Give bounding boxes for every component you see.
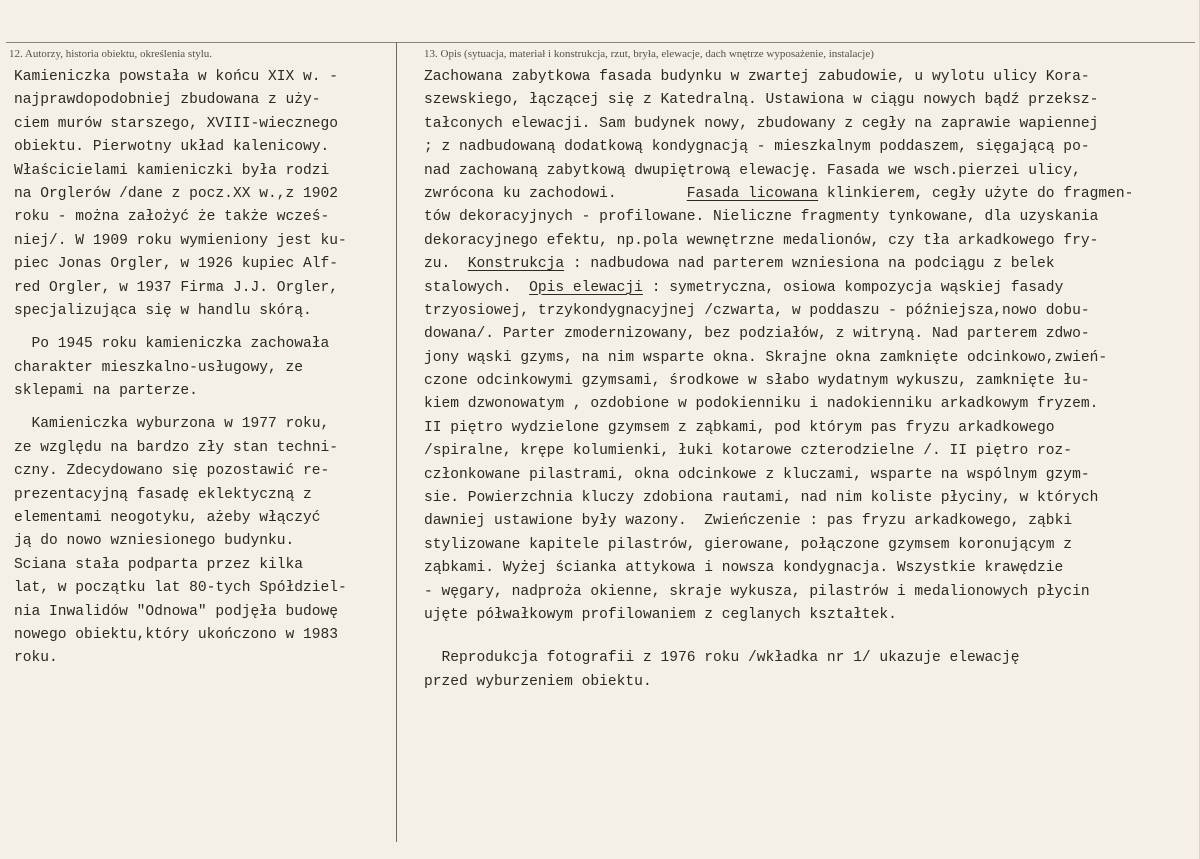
text-line: Sciana stała podparta przez kilka (14, 556, 304, 573)
text-fragment: dawniej ustawione były wazony. (424, 513, 687, 530)
section-12-caption: 12. Autorzy, historia obiektu, określenia stylu. (9, 48, 213, 60)
text-line: niej/. W 1909 roku wymieniony jest ku- (14, 232, 347, 249)
text-line: sklepami na parterze. (14, 383, 198, 400)
text-line: ciem murów starszego, XVIII-wiecznego (14, 115, 339, 132)
text-line: Po 1945 roku kamieniczka zachowała (14, 336, 330, 353)
header-rule (6, 42, 1195, 43)
text-line: nia Inwalidów "Odnowa" podjęła budowę (14, 603, 339, 620)
column-divider (396, 42, 397, 842)
text-line: ząbkami. Wyżej ścianka attykowa i nowsza kondygnacja. Wszystkie krawędzie (424, 560, 1064, 577)
text-line: ujęte półwałkowym profilowaniem z ceglanych kształtek. (424, 606, 897, 623)
text-line (424, 277, 1196, 300)
text-line: /spiralne, krępe kolumienki, łuki kotarowe czterodzielne /. II piętro roz- (424, 443, 1073, 460)
text-fragment: zwrócona ku zachodowi. (424, 185, 617, 202)
text-fragment: : pas fryzu arkadkowego, ząbki (800, 513, 1073, 530)
text-line: ze względu na bardzo zły stan techni- (14, 439, 339, 456)
text-line: czny. Zdecydowano się pozostawić re- (14, 463, 330, 480)
footnote-line: przed wyburzeniem obiektu. (424, 673, 652, 690)
text-line: lat, w początku lat 80-tych Spółdziel- (14, 580, 347, 597)
text-line: na Orglerów /dane z pocz.XX w.,z 1902 (14, 185, 339, 202)
text-line: najprawdopodobniej zbudowana z uży- (14, 92, 321, 109)
text-line: sie. Powierzchnia kluczy zdobiona rautami, nad nim koliste płyciny, w których (424, 490, 1099, 507)
text-line (424, 510, 1196, 533)
text-line: jony wąski gzyms, na nim wsparte okna. Skrajne okna zamknięte odcinkowo,zwień- (424, 349, 1108, 366)
text-line: II piętro wydzielone gzymsem z ząbkami, pod którym pas fryzu arkadkowego (424, 419, 1055, 436)
description-text (424, 66, 1196, 694)
text-line: Zachowana zabytkowa fasada budynku w zwartej zabudowie, u wylotu ulicy Kora- (424, 69, 1090, 85)
text-line: nad zachowaną zabytkową dwupiętrową elewację. Fasada we wsch.pierzei ulicy, (424, 162, 1081, 179)
heading-opis-elewacji: Opis elewacji (529, 279, 643, 296)
history-text (14, 66, 394, 671)
text-line: obiektu. Pierwotny układ kalenicowy. (14, 139, 330, 156)
footnote-line: Reprodukcja fotografii z 1976 roku /wkładka nr 1/ ukazuje elewację (424, 650, 1020, 667)
text-line: trzyosiowej, trzykondygnacyjnej /czwarta, w poddaszu - późniejsza,nowo dobu- (424, 302, 1090, 319)
heading-fasada-licowana: Fasada licowana (686, 185, 819, 202)
text-line: członkowane pilastrami, okna odcinkowe z kluczami, wsparte na wspólnym gzym- (424, 466, 1090, 483)
text-line: red Orgler, w 1937 Firma J.J. Orgler, (14, 279, 339, 296)
text-line: dekoracyjnego efektu, np.pola wewnętrzne medalionów, czy tła arkadkowego fry- (424, 232, 1099, 249)
text-line: specjalizująca się w handlu skórą. (14, 302, 312, 319)
text-fragment: stalowych. (424, 279, 512, 296)
text-line: ją do nowo wzniesionego budynku. (14, 533, 295, 550)
text-line: Właścicielami kamieniczki była rodzi (14, 162, 330, 179)
text-line: tów dekoracyjnych - profilowane. Nieliczne fragmenty tynkowane, dla uzyskania (424, 209, 1099, 226)
text-line: ; z nadbudowaną dodatkową kondygnacją - mieszkalnym poddaszem, sięgającą po- (424, 139, 1090, 156)
heading-zwienczenie: Zwieńczenie (704, 513, 801, 530)
text-line: roku. (14, 650, 58, 667)
text-line: - węgary, nadproża okienne, skraje wykusza, pilastrów i medalionowych płycin (424, 583, 1090, 600)
text-fragment: zu. (424, 256, 451, 273)
section-13-caption: 13. Opis (sytuacja, materiał i konstrukcja, rzut, bryła, elewacje, dach wnętrze wyposażenie, instalacje) (424, 48, 874, 60)
text-line: piec Jonas Orgler, w 1926 kupiec Alf- (14, 256, 339, 273)
heading-konstrukcja: Konstrukcja (467, 256, 565, 273)
text-line: kiem dzwonowatym , ozdobione w podokienniku i nadokienniku arkadkowym fryzem. (424, 396, 1099, 413)
text-line: dowana/. Parter zmodernizowany, bez podziałów, z witryną. Nad parterem zdwo- (424, 326, 1090, 343)
text-line: elementami neogotyku, ażeby włączyć (14, 510, 321, 527)
text-line: charakter mieszkalno-usługowy, ze (14, 359, 304, 376)
text-line: tałconych elewacji. Sam budynek nowy, zbudowany z cegły na zaprawie wapiennej (424, 115, 1099, 132)
text-line: szewskiego, łączącej się z Katedralną. Ustawiona w ciągu nowych bądź przeksz- (424, 92, 1099, 109)
text-line: Kamieniczka powstała w końcu XIX w. - (14, 69, 339, 85)
text-line (424, 183, 1196, 206)
text-fragment: klinkierem, cegły użyte do fragmen- (818, 185, 1134, 202)
text-line (424, 253, 1196, 276)
text-line: stylizowane kapitele pilastrów, gierowane, połączone gzymsem koronującym z (424, 536, 1073, 553)
text-line: nowego obiektu,który ukończono w 1983 (14, 626, 339, 643)
text-line: czone odcinkowymi gzymsami, środkowe w słabo wydatnym wykuszu, zamknięte łu- (424, 373, 1090, 390)
text-fragment: : symetryczna, osiowa kompozycja wąskiej fasady (642, 279, 1064, 296)
text-fragment: : nadbudowa nad parterem wzniesiona na podciągu z belek (564, 256, 1055, 273)
text-line: Kamieniczka wyburzona w 1977 roku, (14, 416, 330, 433)
text-line: roku - można założyć że także wcześ- (14, 209, 330, 226)
text-line: prezentacyjną fasadę eklektyczną z (14, 486, 312, 503)
